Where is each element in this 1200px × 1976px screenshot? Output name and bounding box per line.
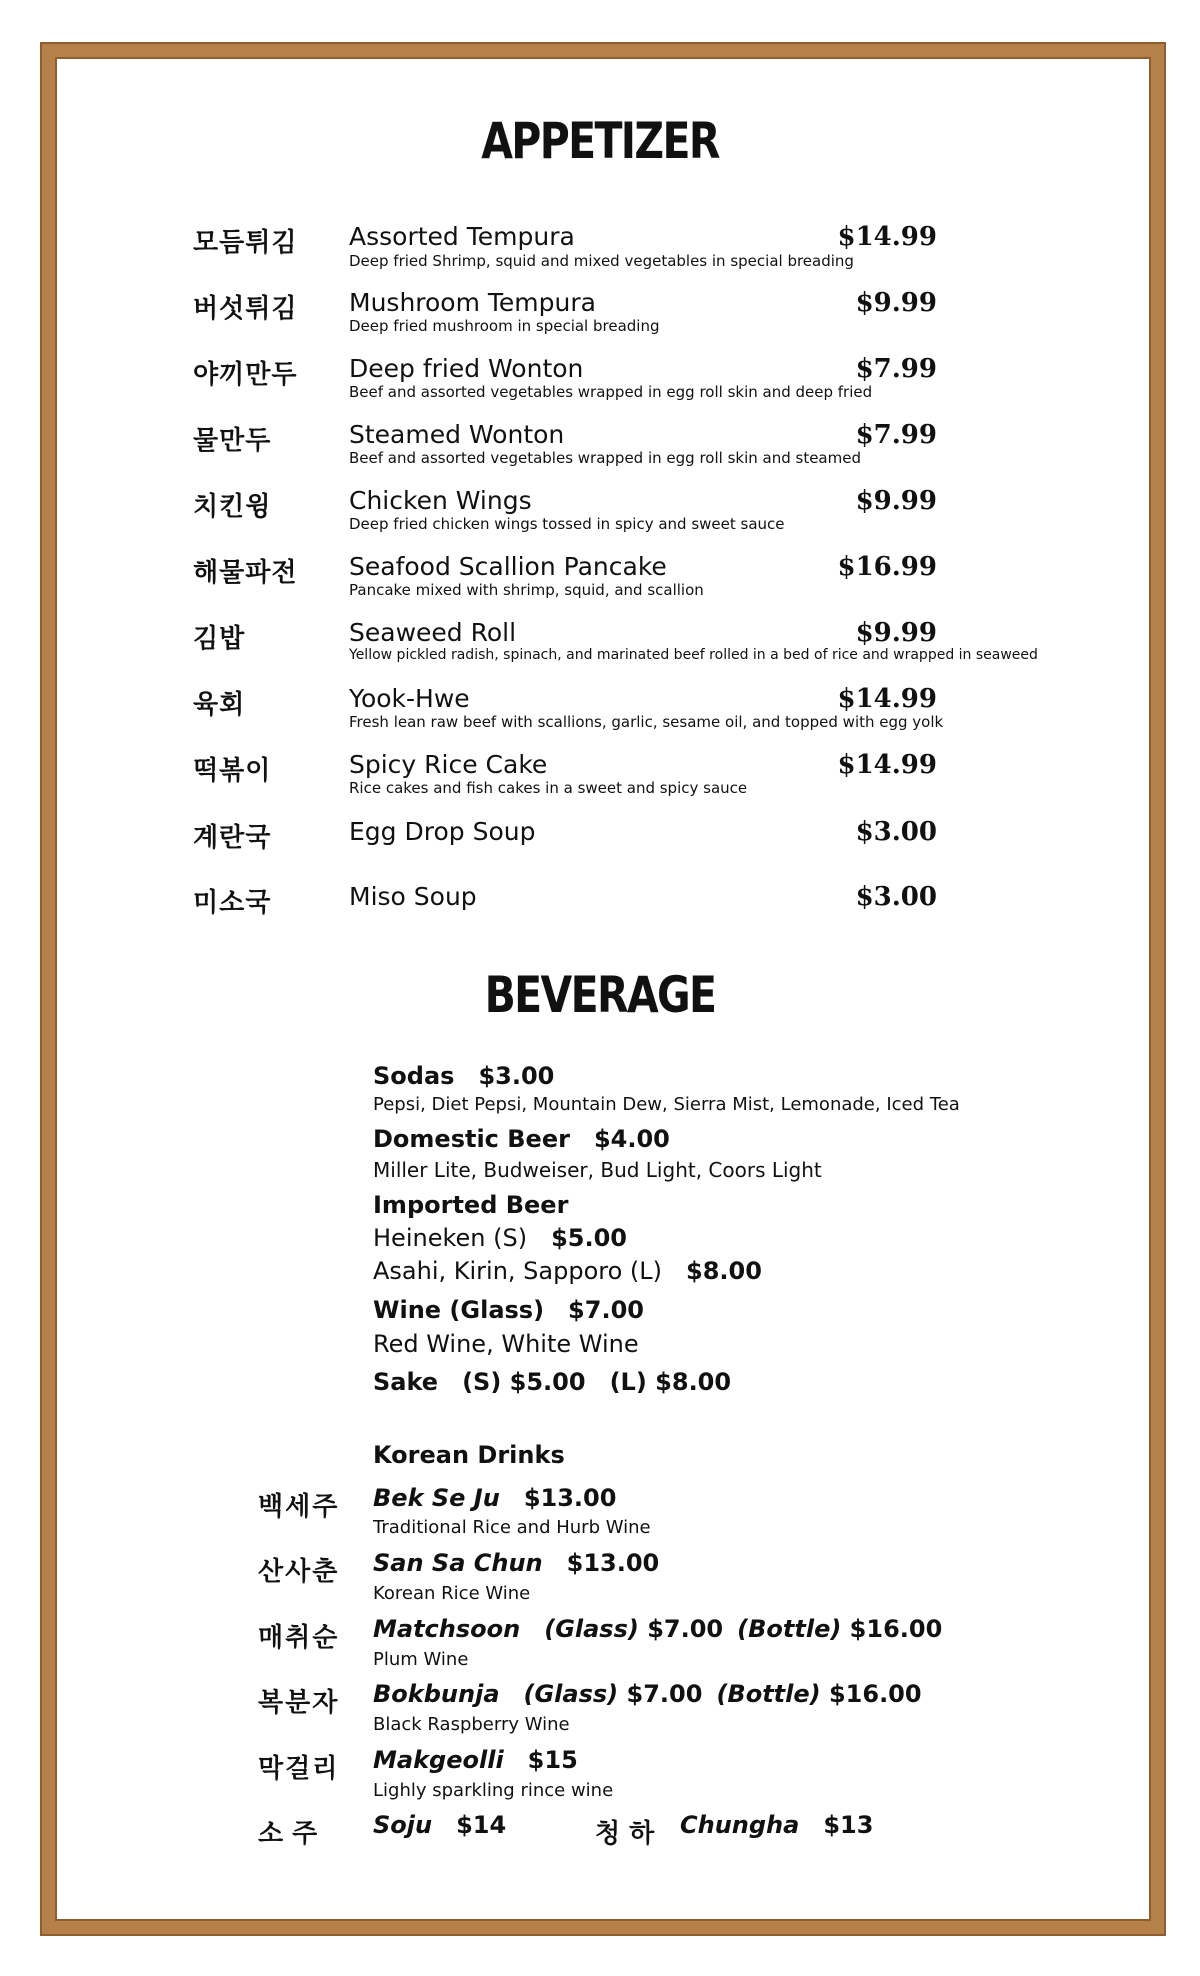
korean-drink-row [373, 1746, 578, 1774]
korean-drink-name: Bokbunja [373, 1680, 500, 1708]
appetizer-price: $3.00 [855, 817, 937, 847]
soju-row [373, 1811, 506, 1839]
imported-beer-heineken-row [373, 1224, 627, 1252]
appetizer-korean-name: 해물파전 [193, 558, 298, 588]
appetizer-description: Deep fried chicken wings tossed in spicy and sweet sauce [349, 515, 785, 533]
appetizer-description: Pancake mixed with shrimp, squid, and scallion [349, 581, 704, 599]
chungha-price: $13 [823, 1811, 874, 1839]
korean-drink-price: $13.00 [523, 1484, 617, 1512]
appetizer-name: Seafood Scallion Pancake [349, 552, 667, 581]
korean-drink-row [373, 1549, 659, 1577]
domestic-beer-row [373, 1125, 670, 1153]
sake-large-price: (L) $8.00 [609, 1368, 732, 1396]
soju-korean-name: 소 주 [258, 1819, 318, 1849]
appetizer-price: $7.99 [855, 354, 937, 384]
wine-price: $7.00 [568, 1296, 644, 1324]
korean-drink-name: San Sa Chun [373, 1549, 543, 1577]
heineken-price: $5.00 [551, 1224, 627, 1252]
appetizer-description: Rice cakes and fish cakes in a sweet and spicy sauce [349, 779, 748, 797]
appetizer-name: Yook-Hwe [349, 684, 470, 713]
imported-beer-label: Imported Beer [373, 1191, 569, 1219]
korean-drink-korean-name: 막걸리 [258, 1754, 340, 1784]
domestic-beer-description: Miller Lite, Budweiser, Bud Light, Coors Light [373, 1158, 822, 1182]
glass-price: $7.00 [647, 1615, 724, 1643]
appetizer-description: Deep fried mushroom in special breading [349, 317, 660, 335]
appetizer-price: $14.99 [837, 750, 937, 780]
korean-drink-description: Korean Rice Wine [373, 1583, 531, 1604]
korean-drink-korean-name: 산사춘 [258, 1557, 340, 1587]
korean-drink-description: Black Raspberry Wine [373, 1714, 570, 1735]
appetizer-description: Yellow pickled radish, spinach, and marinated beef rolled in a bed of rice and wrapped in seaweed [349, 647, 1038, 663]
korean-drink-description: Traditional Rice and Hurb Wine [373, 1517, 651, 1538]
sodas-price: $3.00 [478, 1062, 555, 1090]
bottle-price: $16.00 [849, 1615, 943, 1643]
appetizer-name: Mushroom Tempura [349, 288, 596, 317]
chungha-name: Chungha [680, 1811, 800, 1839]
korean-drink-korean-name: 복분자 [258, 1688, 340, 1718]
chungha-korean-name: 청 하 [595, 1819, 655, 1849]
sake-row [373, 1368, 731, 1396]
appetizer-price: $16.99 [837, 552, 937, 582]
sodas-label: Sodas [373, 1062, 455, 1090]
bottle-label: (Bottle) [737, 1615, 842, 1643]
appetizer-description: Beef and assorted vegetables wrapped in egg roll skin and deep fried [349, 383, 873, 401]
appetizer-name: Chicken Wings [349, 486, 532, 515]
appetizer-name: Steamed Wonton [349, 420, 565, 449]
korean-drink-name: Matchsoon [373, 1615, 521, 1643]
korean-drink-name: Bek Se Ju [373, 1484, 500, 1512]
appetizer-name: Seaweed Roll [349, 618, 517, 647]
glass-price: $7.00 [626, 1680, 703, 1708]
sodas-row [373, 1062, 554, 1090]
sodas-description: Pepsi, Diet Pepsi, Mountain Dew, Sierra Mist, Lemonade, Iced Tea [373, 1094, 960, 1115]
wine-description: Red Wine, White Wine [373, 1330, 639, 1358]
wine-label: Wine (Glass) [373, 1296, 545, 1324]
korean-drink-row [373, 1484, 616, 1512]
appetizer-price: $3.00 [855, 882, 937, 912]
korean-drink-row [373, 1615, 942, 1643]
appetizer-name: Deep fried Wonton [349, 354, 584, 383]
appetizer-korean-name: 치킨윙 [193, 492, 272, 522]
appetizer-price: $9.99 [855, 486, 937, 516]
domestic-beer-label: Domestic Beer [373, 1125, 570, 1153]
chungha-row [680, 1811, 873, 1839]
appetizer-name: Miso Soup [349, 882, 477, 911]
appetizer-korean-name: 김밥 [193, 624, 246, 654]
korean-drinks-title: Korean Drinks [373, 1441, 565, 1469]
domestic-beer-price: $4.00 [593, 1125, 670, 1153]
asahi-label: Asahi, Kirin, Sapporo (L) [373, 1257, 663, 1285]
appetizer-korean-name: 물만두 [193, 426, 272, 456]
appetizer-description: Fresh lean raw beef with scallions, garlic, sesame oil, and topped with egg yolk [349, 713, 944, 731]
glass-label: (Glass) [544, 1615, 639, 1643]
glass-label: (Glass) [523, 1680, 619, 1708]
appetizer-price: $9.99 [855, 288, 937, 318]
korean-drink-price: $15 [527, 1746, 578, 1774]
sake-small-price: (S) $5.00 [462, 1368, 586, 1396]
appetizer-heading: APPETIZER [481, 112, 719, 170]
appetizer-korean-name: 떡볶이 [193, 756, 272, 786]
asahi-price: $8.00 [686, 1257, 762, 1285]
heineken-label: Heineken (S) [373, 1224, 528, 1252]
korean-drink-price: $13.00 [566, 1549, 660, 1577]
appetizer-price: $14.99 [837, 684, 937, 714]
korean-drink-korean-name: 매취순 [258, 1623, 340, 1653]
appetizer-korean-name: 야끼만두 [193, 360, 298, 390]
soju-price: $14 [456, 1811, 507, 1839]
appetizer-description: Beef and assorted vegetables wrapped in egg roll skin and steamed [349, 449, 861, 467]
beverage-heading: BEVERAGE [484, 966, 716, 1024]
korean-drink-description: Plum Wine [373, 1649, 469, 1670]
appetizer-korean-name: 계란국 [193, 823, 272, 853]
korean-drink-row [373, 1680, 922, 1708]
appetizer-korean-name: 육회 [193, 690, 246, 720]
bottle-label: (Bottle) [716, 1680, 821, 1708]
appetizer-price: $14.99 [837, 222, 937, 252]
korean-drink-name: Makgeolli [373, 1746, 504, 1774]
appetizer-korean-name: 미소국 [193, 888, 272, 918]
appetizer-name: Egg Drop Soup [349, 817, 536, 846]
korean-drink-korean-name: 백세주 [258, 1492, 340, 1522]
appetizer-korean-name: 모듬튀김 [193, 228, 298, 258]
appetizer-price: $9.99 [855, 618, 937, 648]
soju-name: Soju [373, 1811, 433, 1839]
wine-row [373, 1296, 644, 1324]
appetizer-name: Assorted Tempura [349, 222, 575, 251]
appetizer-description: Deep fried Shrimp, squid and mixed vegetables in special breading [349, 252, 854, 270]
appetizer-price: $7.99 [855, 420, 937, 450]
korean-drink-description: Lighly sparkling rince wine [373, 1780, 614, 1801]
appetizer-korean-name: 버섯튀김 [193, 294, 298, 324]
bottle-price: $16.00 [828, 1680, 922, 1708]
sake-label: Sake [373, 1368, 439, 1396]
imported-beer-asahi-row [373, 1257, 762, 1285]
appetizer-name: Spicy Rice Cake [349, 750, 548, 779]
